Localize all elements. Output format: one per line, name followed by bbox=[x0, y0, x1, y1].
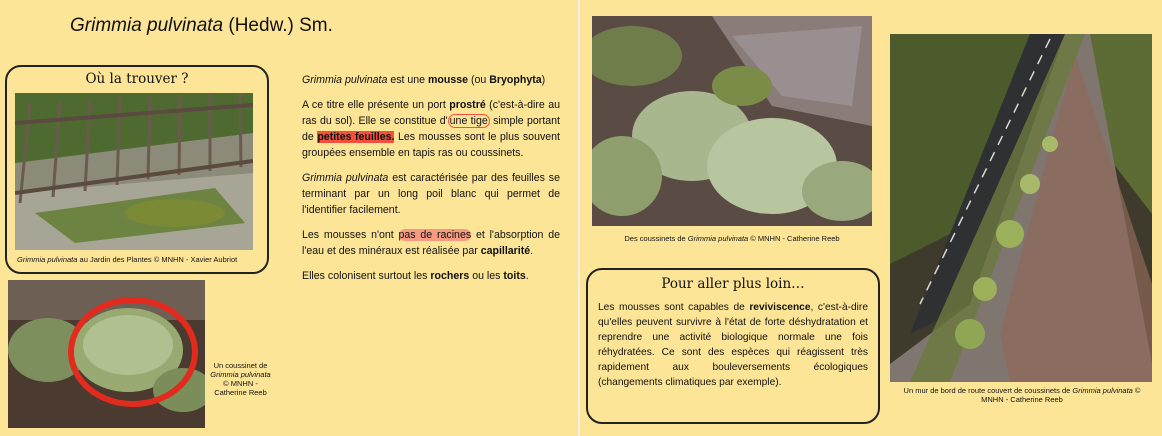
moss-cushion-caption: Un coussinet de Grimmia pulvinata © MNHN - Catherine Reeb bbox=[210, 361, 271, 397]
where-to-find-title: Où la trouver ? bbox=[85, 71, 189, 87]
cushions-caption: Des coussinets de Grimmia pulvinata © MNHN - Catherine Reeb bbox=[624, 234, 840, 243]
garden-fence-image bbox=[15, 93, 253, 250]
moss-cushion-image bbox=[8, 280, 205, 428]
moss-cushions-rock-photo bbox=[592, 16, 872, 226]
roadside-wall-image bbox=[890, 34, 1152, 382]
roots-paragraph: Les mousses n'ont pas de racines et l'absorption de l'eau et des minéraux est réalisée par capillarité. bbox=[302, 229, 561, 257]
wall-caption: Un mur de bord de route couvert de coussinets de Grimmia pulvinata © MNHN - Catherine Reeb bbox=[903, 386, 1141, 404]
go-further-box bbox=[586, 268, 880, 424]
garden-fence-photo bbox=[15, 93, 253, 250]
page-title: Grimmia pulvinata (Hedw.) Sm. bbox=[70, 15, 333, 36]
garden-photo-caption: Grimmia pulvinata au Jardin des Plantes © MNHN - Xavier Aubriot bbox=[17, 255, 238, 264]
where-to-find-box bbox=[5, 65, 269, 274]
go-further-text: Les mousses sont capables de reviviscence, c'est-à-dire qu'elles peuvent survivre à l'état de forte déshydratation et reprendre une activité biologique normale une fois réhydratées. Ce sont des espèces qui réagissent très rapidement aux bouleversements écologiques (changements climatiques par exemple). bbox=[598, 302, 868, 388]
habitat-paragraph: Elles colonisent surtout les rochers ou les toits. bbox=[302, 270, 529, 282]
go-further-title: Pour aller plus loin… bbox=[661, 276, 805, 292]
right-page bbox=[580, 0, 1162, 436]
species-description bbox=[302, 72, 560, 293]
left-page bbox=[0, 0, 578, 436]
moss-cushions-rock-image bbox=[592, 16, 872, 226]
highlight-pas-de-racines: pas de racines bbox=[398, 229, 472, 241]
moss-cushion-photo bbox=[8, 280, 205, 428]
roadside-wall-photo bbox=[890, 34, 1152, 382]
highlight-petites-feuilles: petites feuilles. bbox=[317, 131, 395, 143]
habit-paragraph: A ce titre elle présente un port prostré (c'est-à-dire au ras du sol). Elle se constitue d' une tige simple portant de petites feuilles. Les mousses sont le plus souvent groupées ensemble en tapis ras ou coussinets. bbox=[302, 99, 561, 159]
highlight-une-tige: une tige bbox=[449, 115, 488, 127]
intro-paragraph: Grimmia pulvinata est une mousse (ou Bryophyta) bbox=[302, 74, 546, 86]
identification-paragraph: Grimmia pulvinata est caractérisée par des feuilles se terminant par un long poil blanc qui permet de l'identifier facilement. bbox=[302, 172, 560, 216]
